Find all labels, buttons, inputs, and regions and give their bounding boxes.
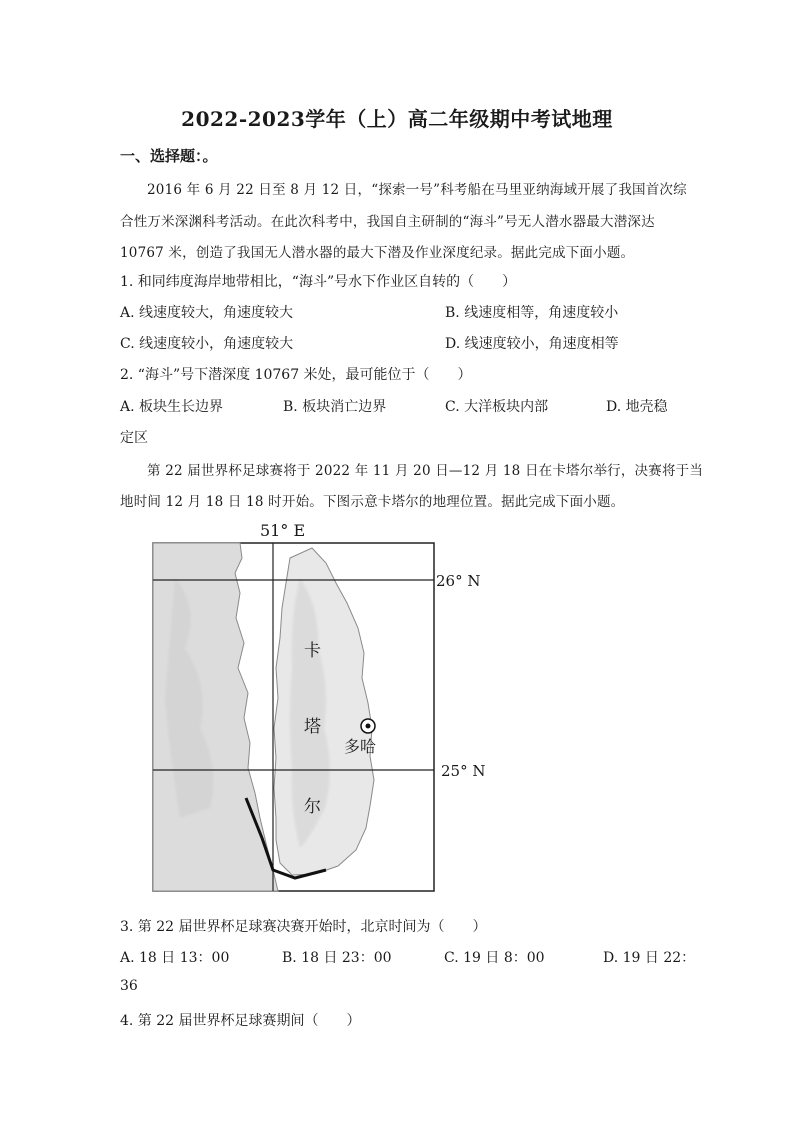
city-label: 多哈: [344, 737, 377, 756]
passage2-line2: 地时间 12 月 18 日 18 时开始。下图示意卡塔尔的地理位置。据此完成下面小题。: [120, 494, 625, 510]
latitude-label-bottom: 25° N: [441, 762, 486, 780]
question-1-option-b: B. 线速度相等，角速度较小: [445, 305, 619, 321]
question-3-stem: 3. 第 22 届世界杯足球赛决赛开始时，北京时间为（ ）: [120, 919, 487, 935]
section-heading: 一、选择题：。: [120, 147, 218, 165]
longitude-label: 51° E: [260, 521, 306, 540]
question-2-option-a: A. 板块生长边界: [120, 399, 224, 415]
latitude-label-top: 26° N: [436, 572, 481, 590]
qatar-map: [140, 518, 500, 898]
passage1-line2: 合性万米深渊科考活动。在此次科考中，我国自主研制的“海斗”号无人潜水器最大潜深达: [120, 214, 655, 230]
country-label-char-3: 尔: [304, 797, 321, 817]
question-3-option-d-continued: 36: [120, 978, 138, 994]
question-4-stem: 4. 第 22 届世界杯足球赛期间（ ）: [120, 1013, 361, 1029]
question-2-option-d: D. 地壳稳: [606, 399, 668, 415]
question-2-stem: 2. “海斗”号下潜深度 10767 米处，最可能位于（ ）: [120, 367, 472, 383]
country-label-char-2: 塔: [304, 717, 321, 737]
passage1-line1: 2016 年 6 月 22 日至 8 月 12 日，“探索一号”科考船在马里亚纳海域开展了我国首次综: [147, 182, 687, 198]
question-1-stem: 1. 和同纬度海岸地带相比，“海斗”号水下作业区自转的（ ）: [120, 274, 517, 290]
question-2-option-d-continued: 定区: [120, 430, 148, 446]
question-1-option-a: A. 线速度较大，角速度较大: [120, 305, 294, 321]
question-1-option-d: D. 线速度较小，角速度相等: [445, 336, 619, 352]
question-3-option-c: C. 19 日 8：00: [444, 950, 545, 966]
question-3-option-a: A. 18 日 13：00: [120, 950, 230, 966]
question-2-option-b: B. 板块消亡边界: [283, 399, 387, 415]
passage2-line1: 第 22 届世界杯足球赛将于 2022 年 11 月 20 日—12 月 18 日在卡塔尔举行，决赛将于当: [147, 463, 704, 479]
capital-marker-icon: [361, 719, 375, 733]
question-2-option-c: C. 大洋板块内部: [445, 399, 549, 415]
question-1-option-c: C. 线速度较小，角速度较大: [120, 336, 294, 352]
page-title: 2022-2023学年（上）高二年级期中考试地理: [181, 107, 613, 131]
question-3-option-d: D. 19 日 22：: [603, 950, 696, 966]
passage1-line3: 10767 米，创造了我国无人潜水器的最大下潜及作业深度纪录。据此完成下面小题。: [120, 245, 635, 261]
country-label-char-1: 卡: [304, 641, 321, 661]
question-3-option-b: B. 18 日 23：00: [282, 950, 392, 966]
